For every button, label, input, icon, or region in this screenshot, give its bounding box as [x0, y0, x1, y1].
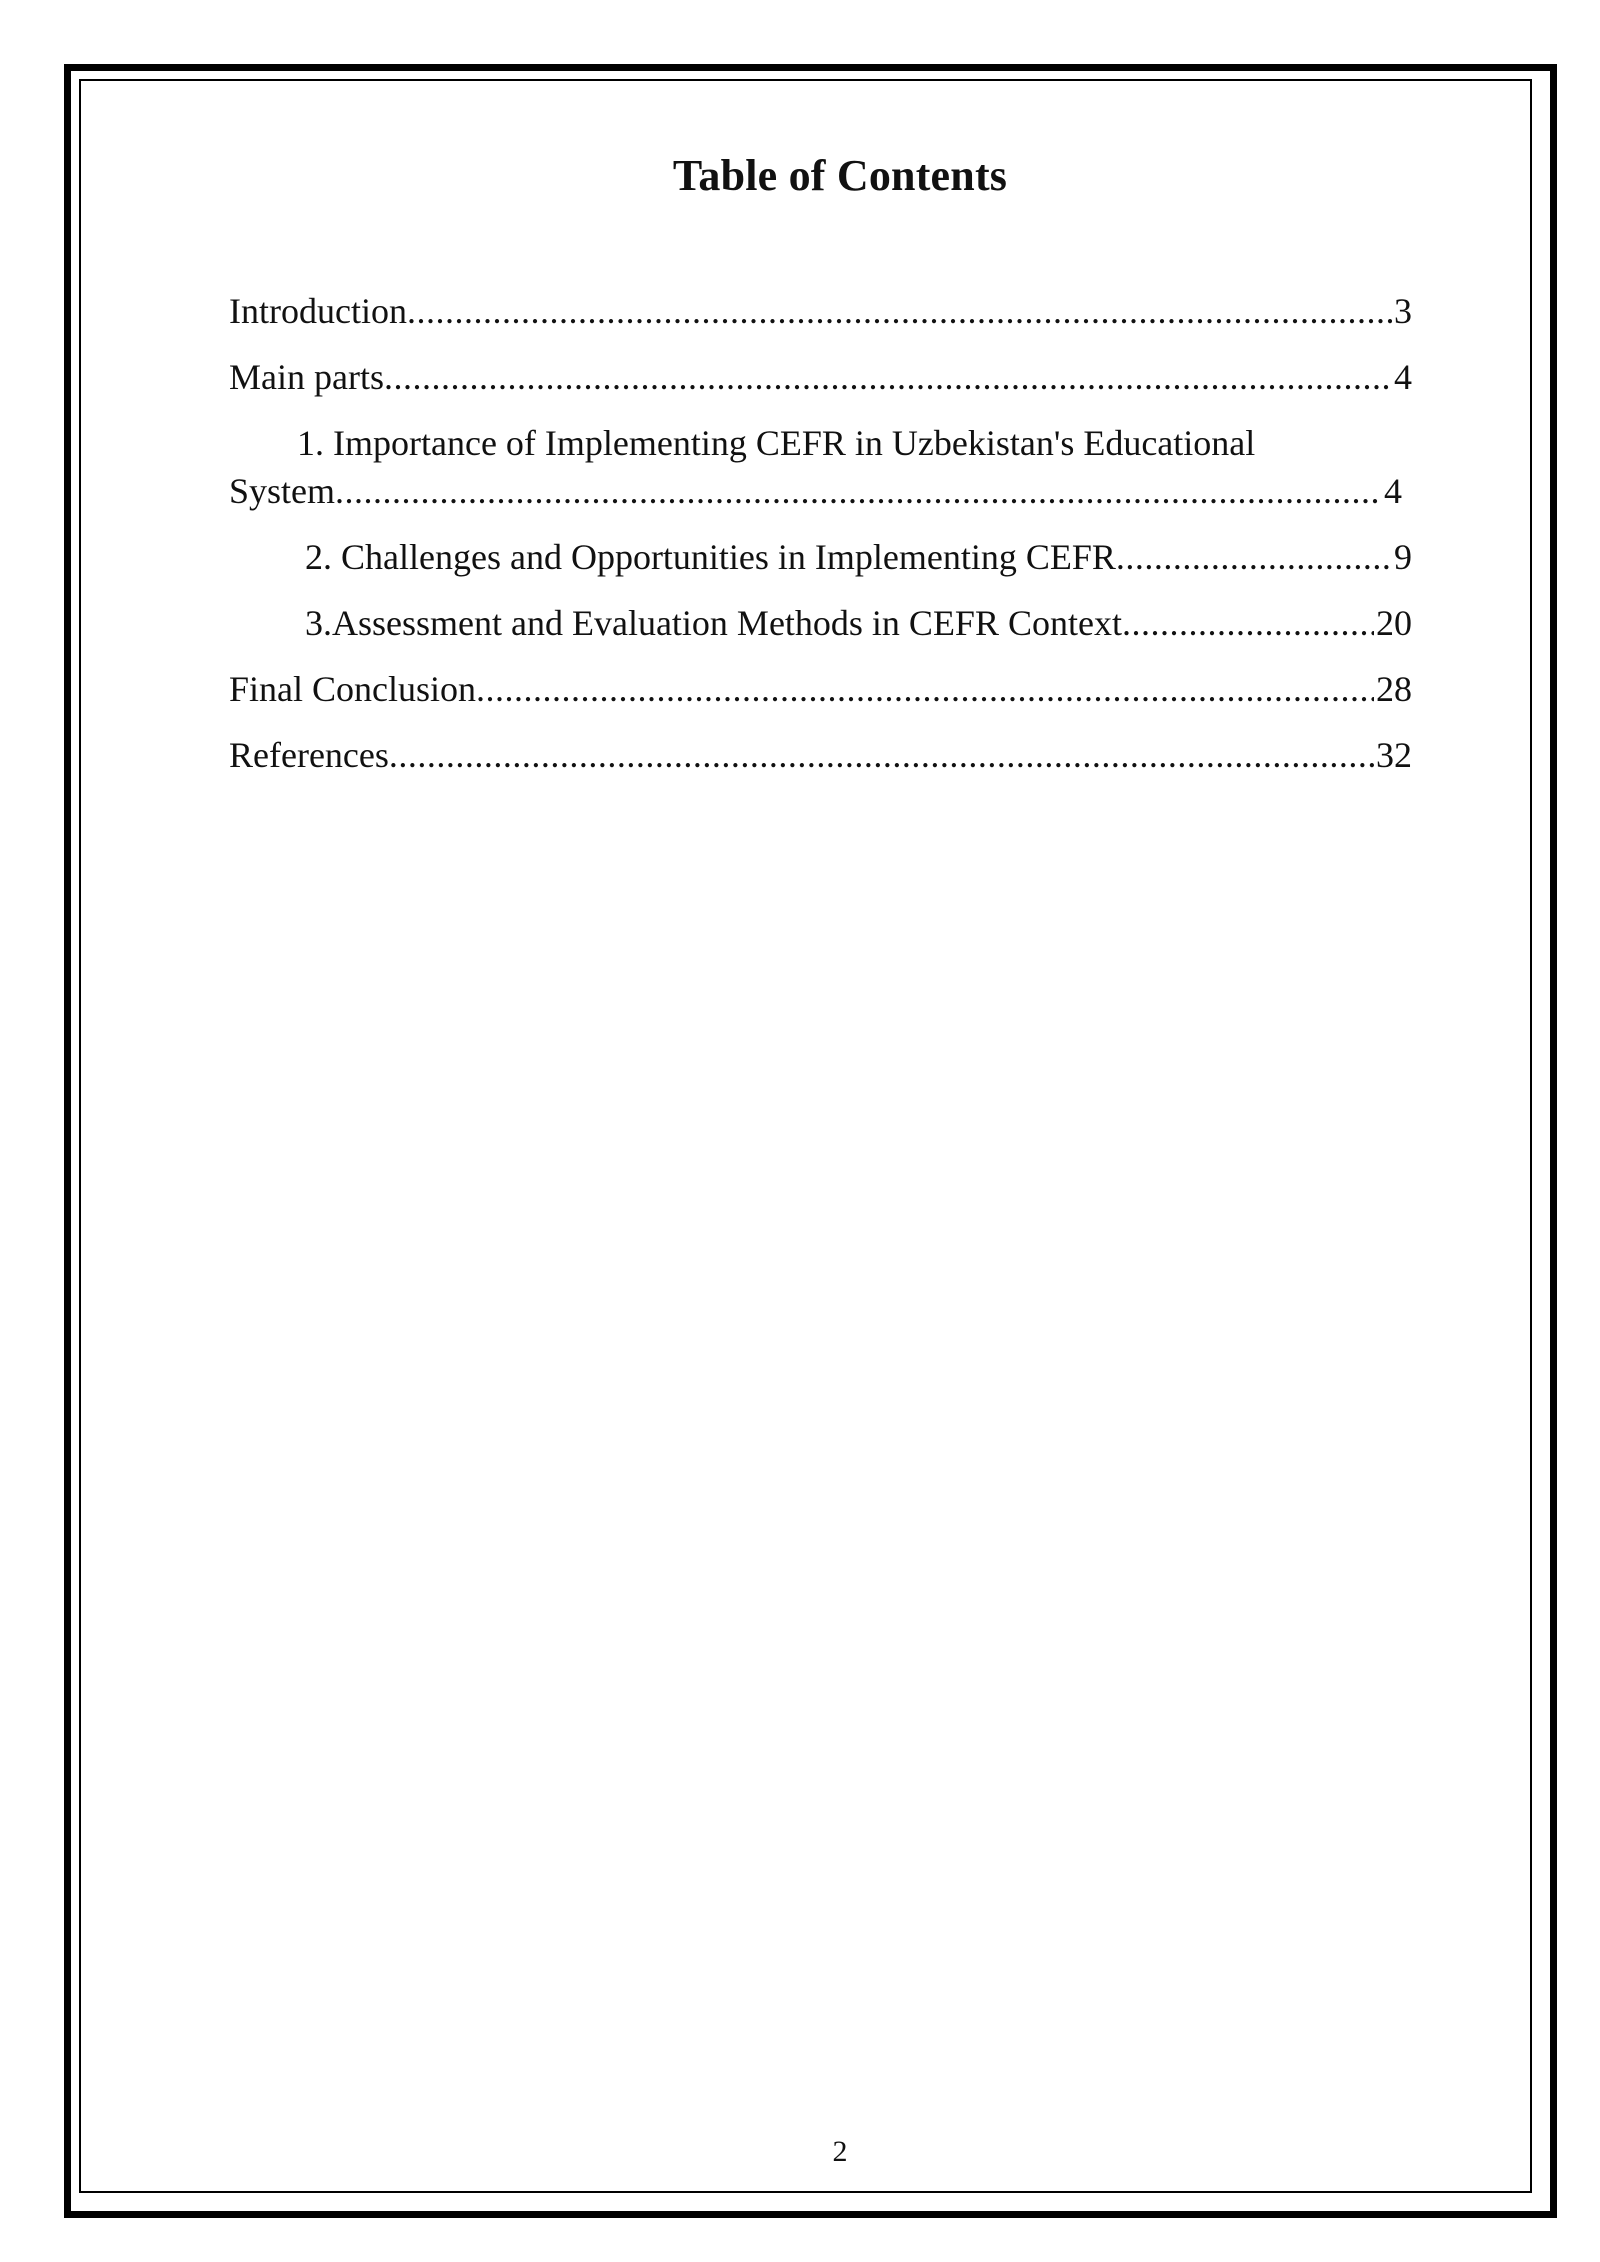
toc-entry-page: 3	[1394, 291, 1412, 331]
toc-entry-page: 4	[1384, 471, 1402, 511]
toc-entry-label: Final Conclusion	[229, 669, 477, 709]
toc-entry-references[interactable]	[229, 734, 1412, 776]
toc-dot-leader	[1116, 536, 1392, 578]
toc-entry-challenges[interactable]	[229, 536, 1412, 578]
toc-entry-introduction[interactable]	[229, 290, 1412, 332]
toc-entry-importance[interactable]	[229, 422, 1412, 512]
toc-entry-page: 4	[1394, 357, 1412, 397]
toc-entry-page: 28	[1376, 669, 1412, 709]
toc-dot-leader	[389, 734, 1374, 776]
toc-entry-label: Introduction	[229, 291, 407, 331]
page-title: Table of Contents	[672, 151, 1008, 200]
toc-entry-label: Main parts	[229, 357, 384, 397]
toc-entry-final-conclusion[interactable]	[229, 668, 1412, 710]
toc-dot-leader	[476, 668, 1374, 710]
toc-dot-leader	[335, 470, 1382, 512]
toc-entry-label: References	[229, 735, 389, 775]
toc-dot-leader	[384, 356, 1392, 398]
toc-entry-label: 2. Challenges and Opportunities in Implementing CEFR	[305, 537, 1116, 577]
table-of-contents	[229, 290, 1412, 800]
toc-entry-main-parts[interactable]	[229, 356, 1412, 398]
toc-entry-page: 32	[1376, 735, 1412, 775]
toc-entry-page: 20	[1376, 603, 1412, 643]
page-number: 2	[832, 2135, 848, 2168]
toc-entry-page: 9	[1394, 537, 1412, 577]
toc-entry-assessment[interactable]	[229, 602, 1412, 644]
toc-entry-label-line2: System	[229, 471, 336, 511]
toc-entry-label-line1: 1. Importance of Implementing CEFR in Uzbekistan's Educational	[297, 423, 1256, 463]
toc-dot-leader	[407, 290, 1392, 332]
toc-entry-continuation	[229, 470, 1402, 512]
toc-dot-leader	[1122, 602, 1374, 644]
toc-entry-label: 3.Assessment and Evaluation Methods in CEFR Context	[305, 603, 1122, 643]
